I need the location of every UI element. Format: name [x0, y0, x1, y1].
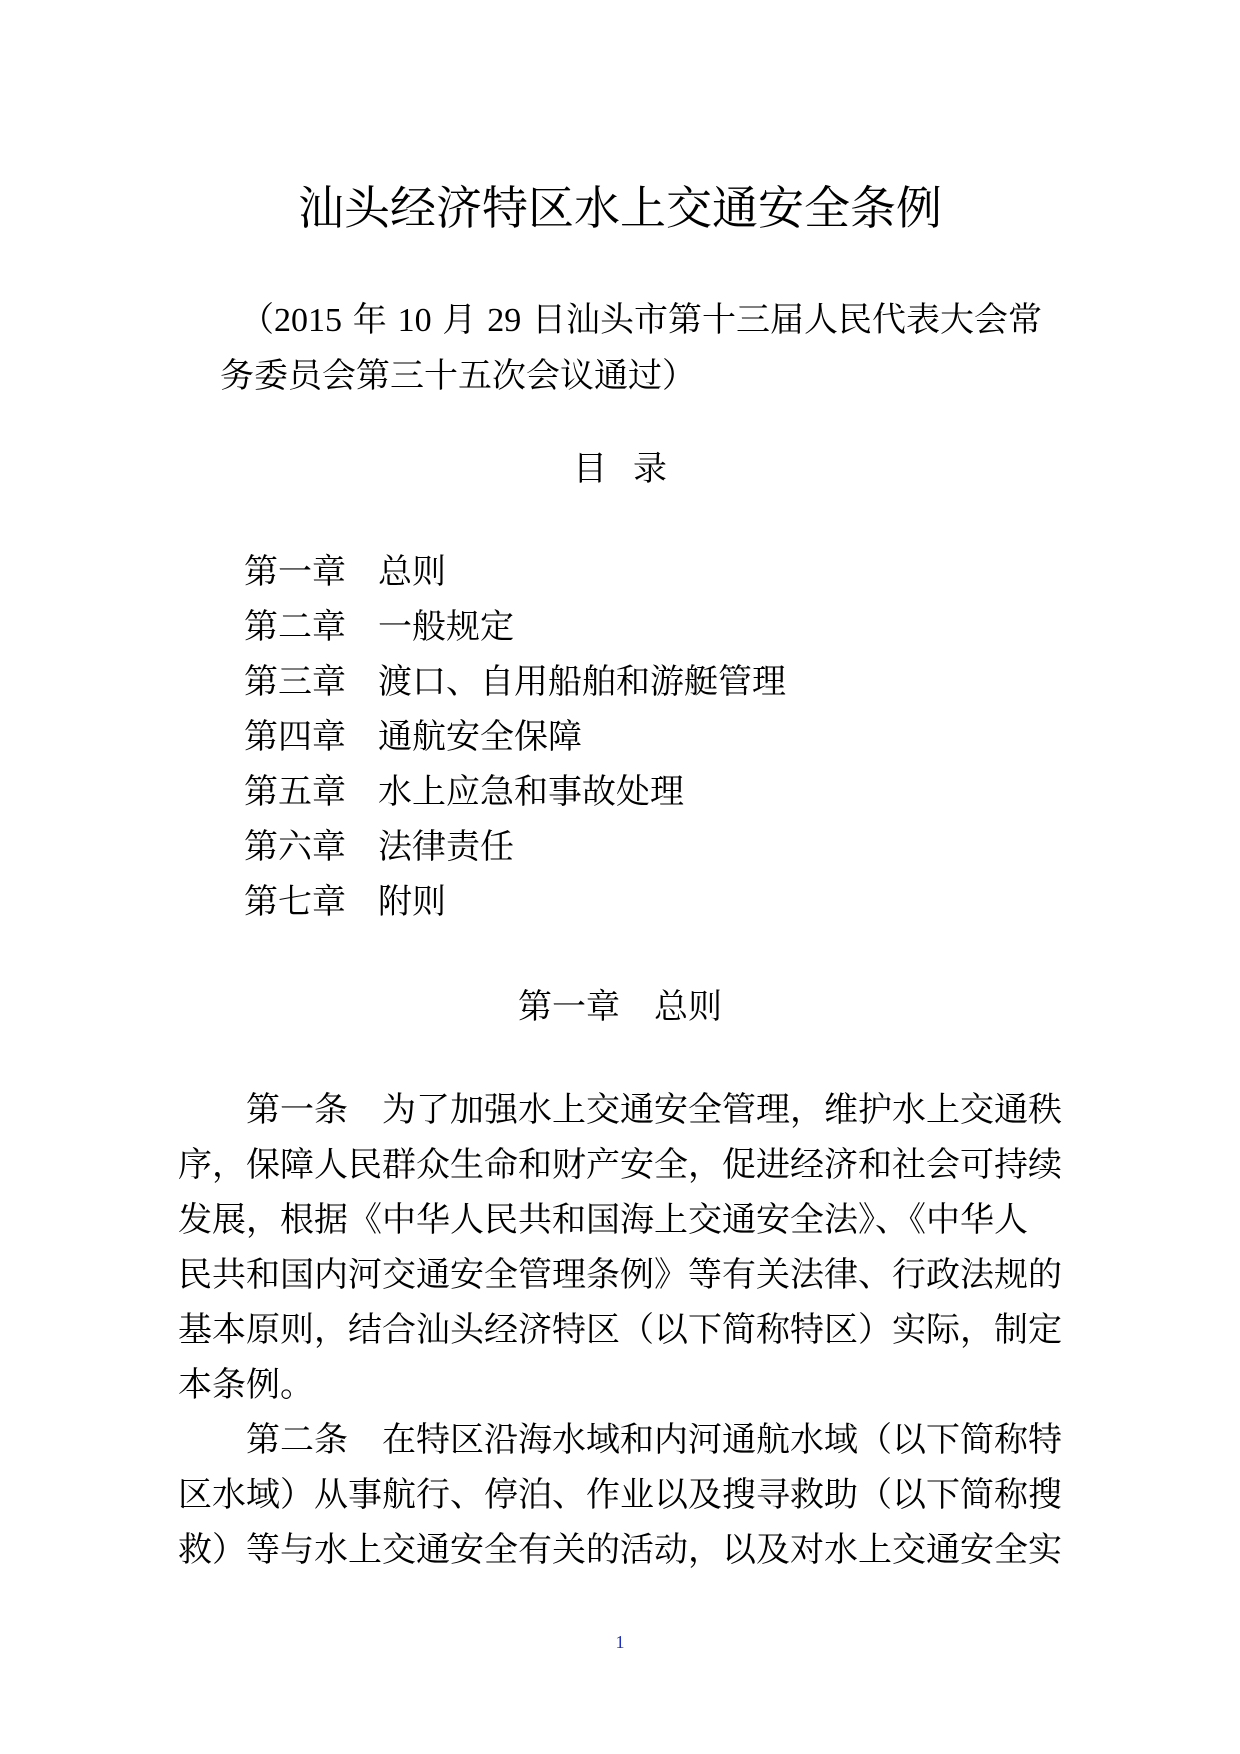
toc-item-title: 水上应急和事故处理 [378, 772, 684, 812]
article-line [178, 1083, 1066, 1138]
article-text: 在特区沿海水域和内河通航水域（以下简称特 [382, 1420, 1062, 1460]
toc-item [244, 765, 786, 820]
toc-item-title: 通航安全保障 [378, 717, 582, 757]
toc-item-title: 总则 [378, 552, 446, 592]
document-title: 汕头经济特区水上交通安全条例 [298, 181, 942, 235]
toc-item-title: 一般规定 [378, 607, 514, 647]
adoption-note-month-unit: 月 [431, 300, 488, 340]
page-number: 1 [615, 1632, 625, 1652]
toc-item [244, 655, 786, 710]
article-line: 救）等与水上交通安全有关的活动，以及对水上交通安全实 [178, 1530, 1062, 1570]
table-of-contents [244, 545, 786, 930]
article-line [178, 1413, 1066, 1468]
toc-item-number: 第二章 [244, 607, 346, 647]
article-number: 第二条 [246, 1420, 348, 1460]
article-line: 发展，根据《中华人民共和国海上交通安全法》、《中华人 [178, 1200, 1028, 1240]
article-line: 本条例。 [178, 1365, 314, 1405]
article-line: 区水域）从事航行、停泊、作业以及搜寻救助（以下简称搜 [178, 1475, 1062, 1515]
toc-item-title: 附则 [378, 882, 446, 922]
adoption-note-year: 2015 [274, 302, 342, 339]
toc-item-number: 第七章 [244, 882, 346, 922]
toc-item [244, 875, 786, 930]
adoption-note-day: 29 [487, 302, 522, 339]
toc-item-number: 第一章 [244, 552, 346, 592]
chapter-title: 总则 [654, 987, 722, 1027]
toc-item-number: 第六章 [244, 827, 346, 867]
toc-item-number: 第四章 [244, 717, 346, 757]
article-2 [178, 1413, 1066, 1578]
adoption-note-line-2: 务委员会第三十五次会议通过） [220, 356, 696, 396]
chapter-heading [0, 982, 1240, 1032]
toc-item [244, 545, 786, 600]
toc-item-number: 第三章 [244, 662, 346, 702]
article-line: 序，保障人民群众生命和财产安全，促进经济和社会可持续 [178, 1145, 1062, 1185]
toc-item-number: 第五章 [244, 772, 346, 812]
adoption-note-year-unit: 年 [342, 300, 398, 340]
chapter-number: 第一章 [518, 987, 620, 1027]
adoption-note-line-1 [240, 292, 1060, 349]
toc-item-title: 法律责任 [378, 827, 514, 867]
toc-item [244, 820, 786, 875]
adoption-note-open-paren: （ [240, 300, 274, 340]
adoption-note-month: 10 [397, 302, 432, 339]
toc-item-title: 渡口、自用船舶和游艇管理 [378, 662, 786, 702]
article-1 [178, 1083, 1066, 1413]
article-line: 基本原则，结合汕头经济特区（以下简称特区）实际，制定 [178, 1310, 1062, 1350]
article-line: 民共和国内河交通安全管理条例》等有关法律、行政法规的 [178, 1255, 1062, 1295]
article-number: 第一条 [246, 1090, 348, 1130]
article-text: 为了加强水上交通安全管理，维护水上交通秩 [382, 1090, 1062, 1130]
toc-item [244, 710, 786, 765]
adoption-note-rest: 日汕头市第十三届人民代表大会常 [521, 300, 1043, 340]
toc-heading: 目录 [573, 449, 693, 489]
toc-item [244, 600, 786, 655]
